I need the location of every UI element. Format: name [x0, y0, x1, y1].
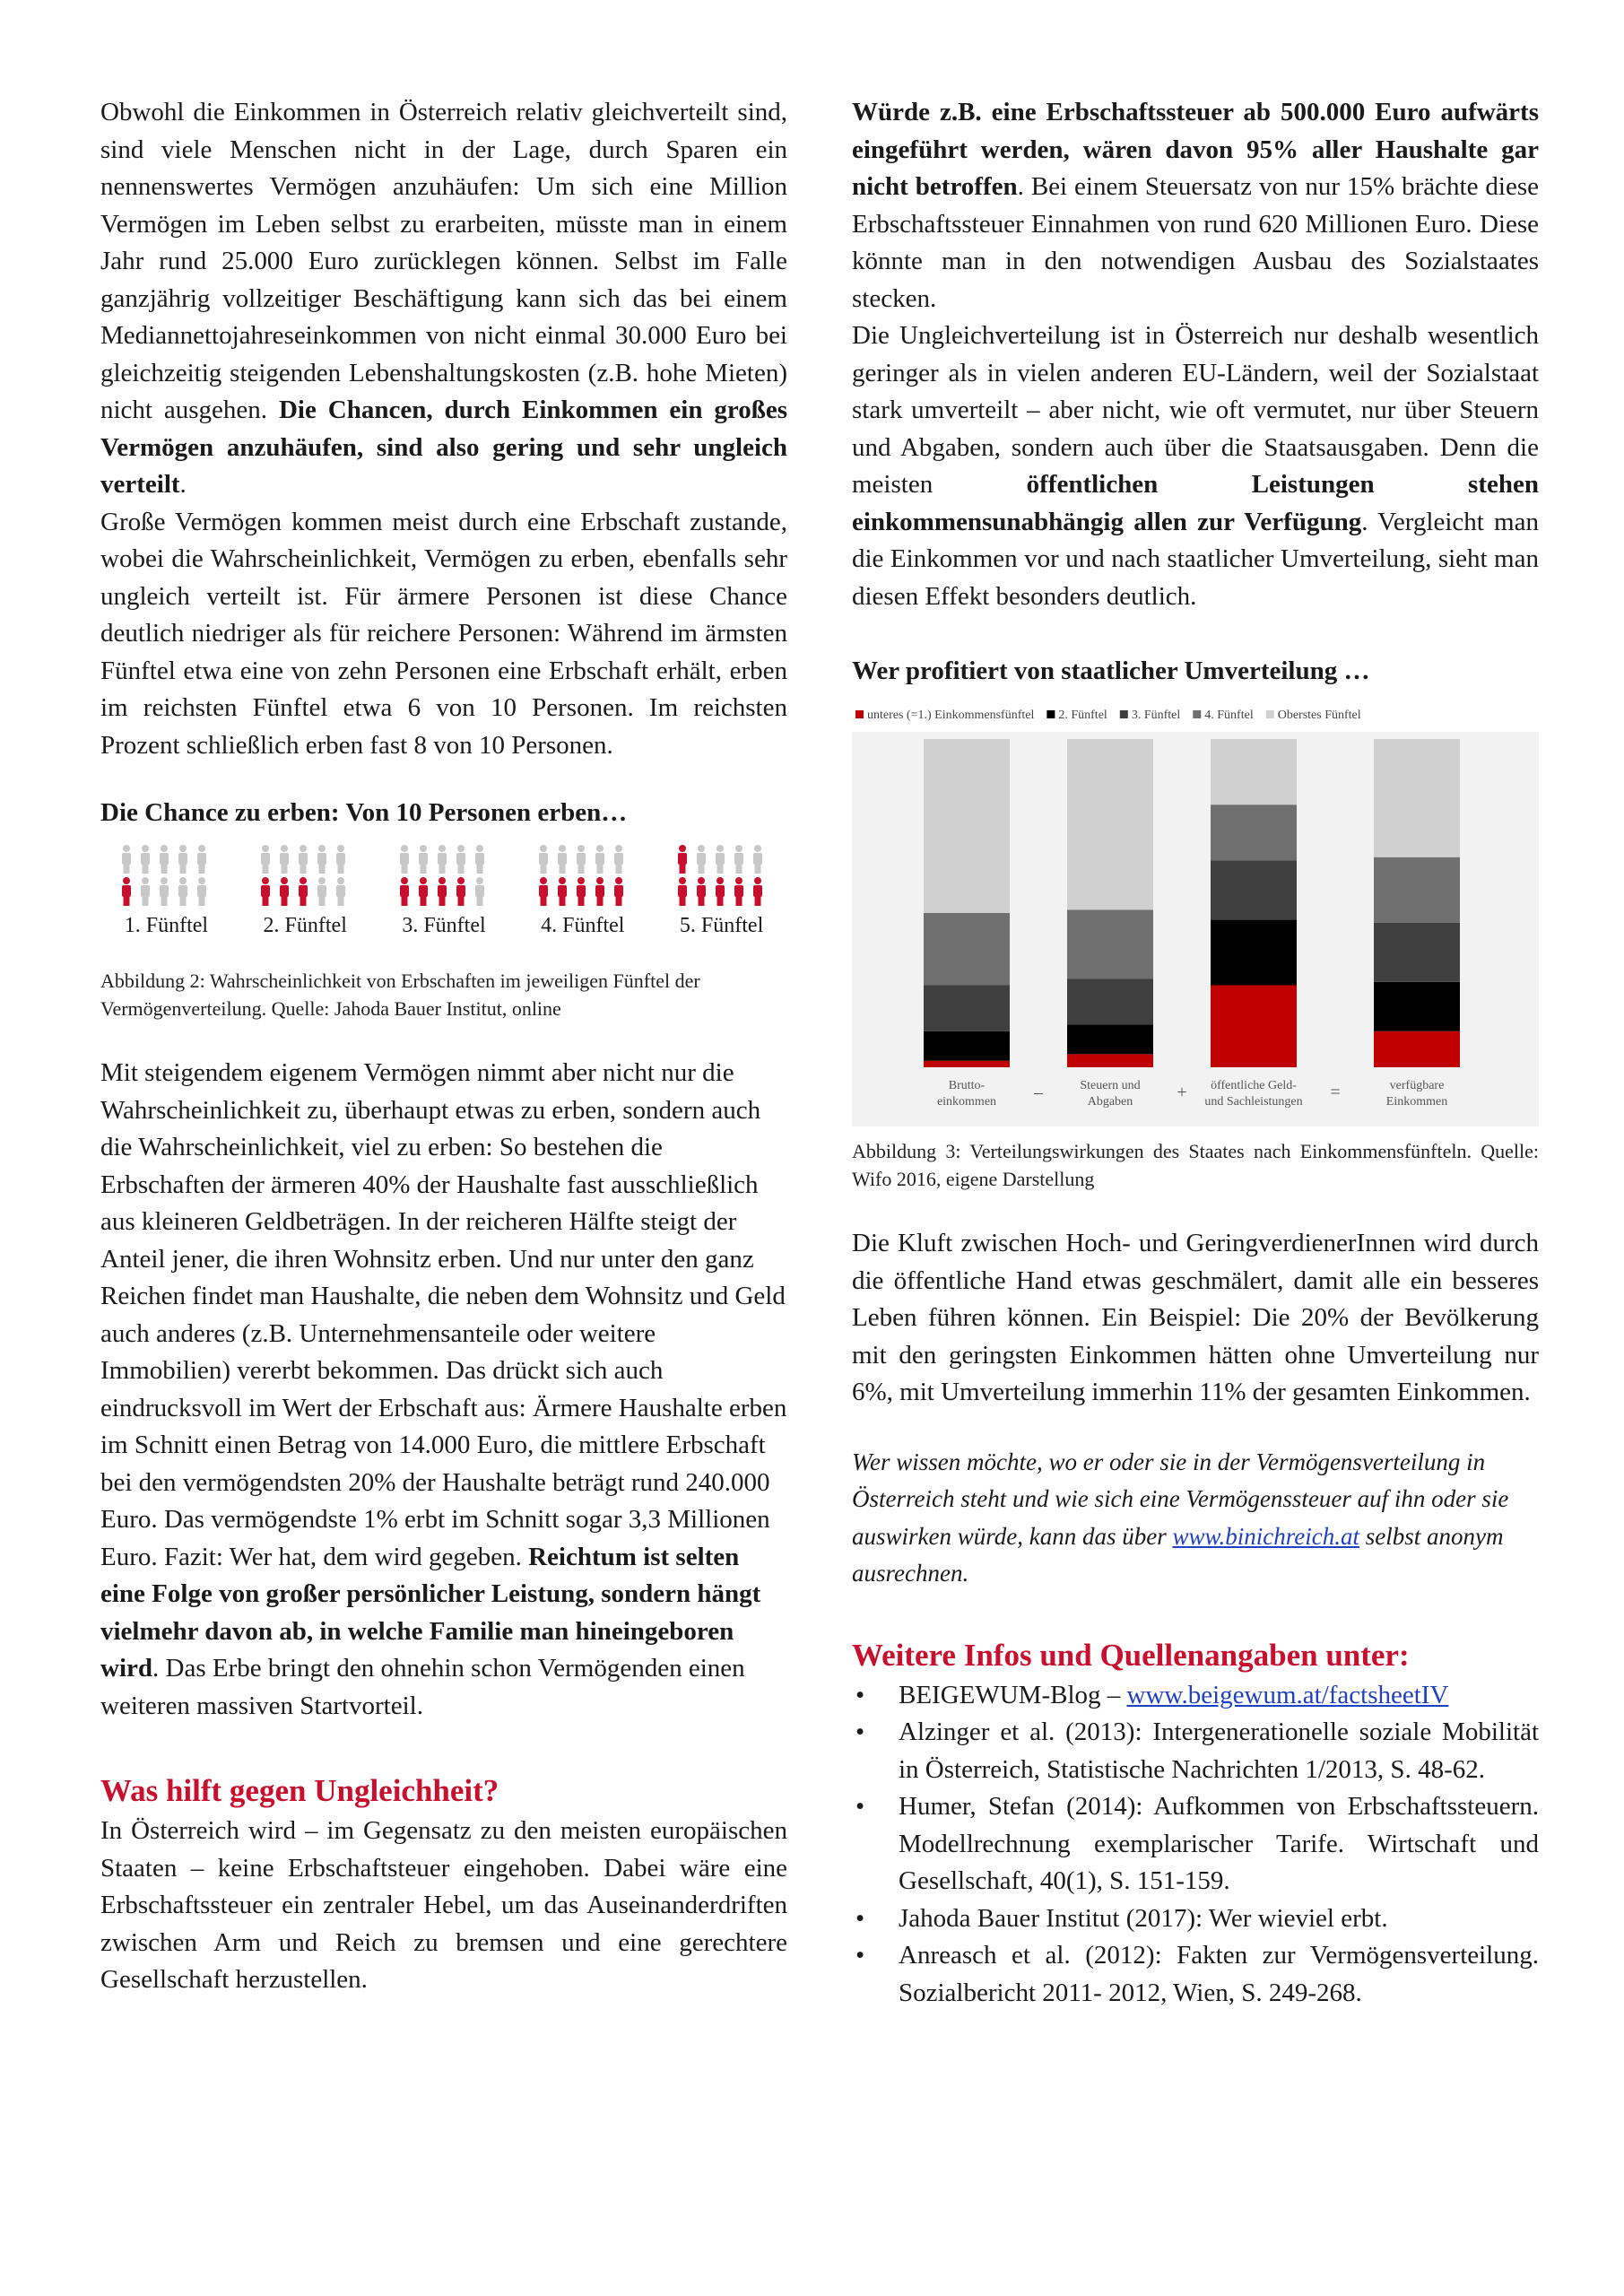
text: . Vergleicht man die Einkommen vor und nach staatlicher Umverteilung, sieht man diesen Effekt besonders deutlich.: [852, 507, 1539, 611]
para-inheritance-value: [100, 1055, 787, 1725]
quintile-2: [239, 843, 371, 940]
refs-list: [852, 1677, 1539, 2013]
person-icon: [336, 845, 345, 874]
calculator-text-end: selbst anonym ausrechnen.: [852, 1522, 1504, 1587]
person-icon: [753, 845, 762, 874]
figure-2: [100, 795, 787, 1022]
ref-text: Jahoda Bauer Institut (2017): Wer wieviel erbt.: [899, 1903, 1388, 1933]
ref-item: [852, 1937, 1539, 2012]
text: Die Ungleichverteilung ist in Österreich nur deshalb wesentlich geringer als in vielen anderen EU-Ländern, weil der Sozialstaat stark umverteilt – aber nicht, wie oft vermutet, nur über Steuern und Abgaben, sondern auch über die Staatsausgaben. Denn die meisten: [852, 321, 1539, 499]
legend-label: 3. Fünftel: [1131, 709, 1181, 722]
ref-item: [852, 1900, 1539, 1938]
person-heir-icon: [456, 877, 465, 906]
bullet: •: [855, 1680, 865, 1709]
person-heir-icon: [614, 877, 623, 906]
quintile-4: [517, 843, 648, 940]
quintile-5: [656, 843, 787, 940]
x-tick-label: Steuern und: [1080, 1079, 1141, 1092]
bar-segment: [1374, 1031, 1460, 1067]
para-inheritance: Große Vermögen kommen meist durch eine Erbschaft zustande, wobei die Wahrscheinlichkeit, Vermögen zu erben, ebenfalls sehr ungleich verteilt ist. Für ärmere Personen ist diese Chance deutlich niedriger als für reichere Personen: Während im ärmsten Fünftel etwa eine von zehn Personen eine Erbschaft erhält, erben im reichsten Fünftel etwa 6 von 10 Personen. Im reichsten Prozent schließlich erben fast 8 von 10 Personen.: [100, 507, 787, 760]
quintile-label: 4. Fünftel: [541, 914, 625, 937]
bar-segment: [1211, 739, 1297, 804]
persons-icon-group: [395, 843, 493, 908]
person-heir-icon: [280, 877, 289, 906]
person-icon: [197, 877, 206, 906]
person-icon: [317, 845, 326, 874]
x-tick-label: verfügbare: [1389, 1079, 1445, 1092]
legend-swatch: [1266, 710, 1274, 718]
bar-segment: [1374, 923, 1460, 982]
person-icon: [475, 877, 484, 906]
quintile-label: 3. Fünftel: [402, 914, 486, 937]
persons-icon-group: [117, 843, 215, 908]
ref-text: Anreasch et al. (2012): Fakten zur Vermögensverteilung. Sozialbericht 2011- 2012, Wien, S. 249-268.: [899, 1941, 1539, 2007]
person-heir-icon: [753, 877, 762, 906]
ref-text: Humer, Stefan (2014): Aufkommen von Erbschaftssteuern. Modellrechnung exemplarischer Tarife. Wirtschaft und Gesellschaft, 40(1), S. 151-159.: [899, 1792, 1539, 1895]
legend-swatch: [1120, 710, 1128, 718]
bar-segment: [1374, 739, 1460, 857]
legend-label: 4. Fünftel: [1204, 709, 1254, 722]
text: Mit steigendem eigenem Vermögen nimmt aber nicht nur die Wahrscheinlichkeit zu, überhaupt etwas zu erben, sondern auch die Wahrscheinlichkeit, viel zu erben: So bestehen die Erbschaften der ärmeren 40% der Haushalte fast ausschließlich aus kleineren Geldbeträgen. In der reicheren Hälfte steigt der Anteil jener, die ihren Wohnsitz erben. Und nur unter den ganz Reichen findet man Haushalte, die neben dem Wohnsitz und Geld auch anderes (z.B. Unternehmensanteile oder weitere Immobilien) vererbt bekommen. Das drückt sich auch eindrucksvoll im Wert der Erbschaft aus: Ärmere Haushalte erben im Schnitt einen Betrag von 14.000 Euro, die mittlere Erbschaft bei den vermögendsten 20% der Haushalte beträgt rund 240.000 Euro. Das vermögendste 1% erbt im Schnitt sogar 3,3 Millionen Euro. Fazit: Wer hat, dem wird gegeben.: [100, 1058, 787, 1571]
person-icon: [475, 845, 484, 874]
person-heir-icon: [697, 877, 706, 906]
bullet: •: [855, 1903, 865, 1933]
person-icon: [261, 845, 270, 874]
person-heir-icon: [595, 877, 604, 906]
operator-symbol: +: [1177, 1083, 1187, 1102]
bar-segment: [1067, 978, 1153, 1024]
ref-text: Alzinger et al. (2013): Intergenerationelle soziale Mobilität in Österreich, Statistische Nachrichten 1/2013, S. 48-62.: [899, 1718, 1539, 1784]
x-tick-label: einkommen: [936, 1095, 997, 1109]
person-icon: [160, 877, 169, 906]
binichreich-link[interactable]: www.binichreich.at: [1172, 1522, 1359, 1550]
operator-symbol: –: [1034, 1083, 1043, 1102]
person-icon: [438, 845, 447, 874]
person-heir-icon: [299, 877, 308, 906]
bar-segment: [1067, 1054, 1153, 1067]
bold-text: Reichtum ist selten eine Folge von großer persönlicher Leistung, sondern hängt vielmehr davon ab, in welche Familie man hineingeboren wird: [100, 1542, 761, 1683]
quintile-label: 5. Fünftel: [679, 914, 764, 937]
person-heir-icon: [261, 877, 270, 906]
quintile-1: [100, 843, 232, 940]
person-icon: [716, 845, 725, 874]
person-heir-icon: [419, 877, 428, 906]
bar-segment: [924, 1061, 1010, 1067]
person-icon: [456, 845, 465, 874]
bullet: •: [855, 1792, 865, 1821]
person-icon: [317, 877, 326, 906]
bar-segment: [1067, 1024, 1153, 1054]
person-icon: [160, 845, 169, 874]
legend-label: Oberstes Fünftel: [1277, 709, 1361, 722]
person-icon: [419, 845, 428, 874]
calculator-text: Wer wissen möchte, wo er oder sie in der Vermögensverteilung in Österreich steht und wie sich eine Vermögenssteuer auf ihn oder sie auswirken würde, kann das über: [852, 1448, 1509, 1550]
figure-2-title: Die Chance zu erben: Von 10 Personen erben…: [100, 798, 628, 827]
figure-2-caption: Abbildung 2: Wahrscheinlichkeit von Erbschaften im jeweiligen Fünftel der Vermögenverteilung. Quelle: Jahoda Bauer Institut, online: [100, 970, 700, 1020]
persons-chart: [100, 843, 787, 940]
bullet: •: [855, 1941, 865, 1970]
person-heir-icon: [539, 877, 548, 906]
figure-3-title: Wer profitiert von staatlicher Umverteilung …: [852, 657, 1370, 685]
person-heir-icon: [734, 877, 743, 906]
person-icon: [614, 845, 623, 874]
persons-icon-group: [534, 843, 632, 908]
x-tick-label: Brutto-: [948, 1079, 986, 1092]
person-icon: [697, 845, 706, 874]
text: . Das Erbe bringt den ohnehin schon Vermögenden einen weiteren massiven Startvorteil.: [100, 1654, 745, 1720]
x-tick-label: Abgaben: [1087, 1095, 1133, 1109]
x-tick-label: und Sachleistungen: [1204, 1095, 1303, 1109]
bold-text: Die Chancen, durch Einkommen ein großes Vermögen anzuhäufen, sind also gering und sehr ungleich verteilt: [100, 396, 787, 499]
bullet: •: [855, 1718, 865, 1746]
bold-text: öffentlichen Leistungen stehen einkommensunabhängig allen zur Verfügung: [852, 470, 1540, 536]
heading-inequality: Was hilft gegen Ungleichheit?: [100, 1773, 499, 1808]
person-heir-icon: [400, 877, 409, 906]
legend-swatch: [1193, 710, 1201, 718]
left-column: [100, 94, 787, 1999]
refs-heading: Weitere Infos und Quellenangaben unter:: [852, 1637, 1410, 1673]
person-icon: [178, 877, 187, 906]
bar-segment: [924, 913, 1010, 986]
figure-3-caption: Abbildung 3: Verteilungswirkungen des Staates nach Einkommensfünfteln. Quelle: Wifo 2016, eigene Darstellung: [852, 1140, 1539, 1190]
bold-text: Würde z.B. eine Erbschaftssteuer ab 500.000 Euro aufwärts eingeführt werden, wären davon 95% aller Haushalte gar nicht betroffen: [852, 98, 1539, 201]
ref-item: [852, 1788, 1539, 1900]
person-heir-icon: [678, 877, 687, 906]
para-tax-effect: [852, 94, 1539, 317]
bar-segment: [1374, 857, 1460, 923]
quintile-3: [378, 843, 510, 940]
text: Obwohl die Einkommen in Österreich relativ gleichverteilt sind, sind viele Menschen nicht in der Lage, durch Sparen ein nennenswertes Vermögen anzuhäufen: Um sich eine Million Vermögen im Leben selbst zu erarbeiten, müsste man in einem Jahr rund 25.000 Euro zurücklegen können. Selbst im Falle ganzjährig vollzeitiger Beschäftigung kann sich das bei einem Mediannettojahreseinkommen von nicht einmal 30.000 Euro bei gleichzeitig steigenden Lebenshaltungskosten (z.B. hohe Mieten) nicht ausgehen.: [100, 98, 787, 424]
para-redistribution: [852, 317, 1539, 615]
ref-text: BEIGEWUM-Blog –: [899, 1680, 1127, 1709]
beigewum-link[interactable]: www.beigewum.at/factsheetIV: [1126, 1680, 1449, 1709]
bar-segment: [1374, 982, 1460, 1031]
bar-segment: [924, 739, 1010, 913]
x-tick-label: Einkommen: [1385, 1095, 1448, 1109]
person-icon: [734, 845, 743, 874]
redistribution-chart: [852, 698, 1539, 1126]
person-icon: [178, 845, 187, 874]
legend-label: 2. Fünftel: [1058, 709, 1107, 722]
person-icon: [299, 845, 308, 874]
person-icon: [577, 845, 586, 874]
figure-3: [852, 653, 1539, 1193]
bar-segment: [1067, 909, 1153, 978]
persons-icon-group: [673, 843, 771, 908]
quintile-label: 1. Fünftel: [124, 914, 209, 937]
para-calculator: [852, 1444, 1539, 1593]
persons-icon-group: [256, 843, 354, 908]
bar-segment: [924, 1031, 1010, 1061]
bar-segment: [924, 986, 1010, 1031]
para-gap: Die Kluft zwischen Hoch- und GeringverdienerInnen wird durch die öffentliche Hand etwas geschmälert, damit alle ein besseres Leben führen können. Ein Beispiel: Die 20% der Bevölkerung mit den geringsten Einkommen hätten ohne Umverteilung nur 6%, mit Umverteilung immerhin 11% der gesamten Einkommen.: [852, 1229, 1539, 1406]
person-heir-icon: [577, 877, 586, 906]
person-icon: [141, 845, 150, 874]
person-icon: [400, 845, 409, 874]
person-icon: [595, 845, 604, 874]
para-income: [100, 94, 787, 504]
person-heir-icon: [716, 877, 725, 906]
para-inheritance-tax: In Österreich wird – im Gegensatz zu den meisten europäischen Staaten – keine Erbschaftsteuer eingehoben. Dabei wäre eine Erbschaftssteuer ein zentraler Hebel, um das Auseinanderdriften zwischen Arm und Reich zu bremsen und eine gerechtere Gesellschaft herzustellen.: [100, 1816, 787, 1994]
legend-swatch: [1046, 710, 1055, 718]
person-icon: [336, 877, 345, 906]
legend-label: unteres (=1.) Einkommensfünftel: [867, 709, 1035, 722]
right-column: [852, 94, 1539, 2012]
ref-item: [852, 1714, 1539, 1788]
legend-swatch: [855, 710, 864, 718]
x-tick-label: öffentliche Geld-: [1211, 1079, 1297, 1092]
operator-symbol: =: [1330, 1083, 1341, 1102]
bar-segment: [1211, 804, 1297, 860]
bar-segment: [1067, 739, 1153, 909]
person-heir-icon: [678, 845, 687, 874]
person-icon: [558, 845, 567, 874]
person-icon: [122, 845, 131, 874]
person-heir-icon: [122, 877, 131, 906]
person-icon: [197, 845, 206, 874]
person-icon: [141, 877, 150, 906]
text: .: [179, 470, 187, 499]
person-icon: [539, 845, 548, 874]
bar-segment: [1211, 919, 1297, 985]
person-heir-icon: [438, 877, 447, 906]
ref-item: [852, 1677, 1539, 1715]
person-heir-icon: [558, 877, 567, 906]
quintile-label: 2. Fünftel: [263, 914, 347, 937]
text: . Bei einem Steuersatz von nur 15% brächte diese Erbschaftssteuer Einnahmen von rund 620 Millionen Euro. Diese könnte man in den notwendigen Ausbau des Sozialstaates stecken.: [852, 172, 1540, 313]
person-icon: [280, 845, 289, 874]
bar-segment: [1211, 986, 1297, 1068]
bar-segment: [1211, 860, 1297, 919]
